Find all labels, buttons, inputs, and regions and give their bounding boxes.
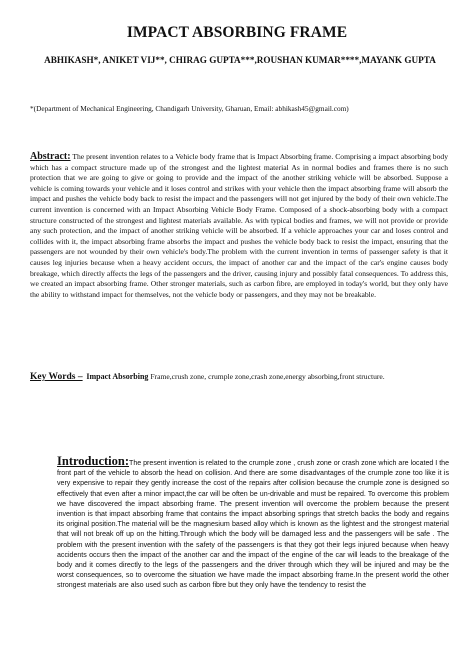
affiliation: *(Department of Mechanical Engineering, Chandigarh University, Gharuan, Email: abhikash45@gmail.com)	[30, 104, 349, 113]
paper-title: IMPACT ABSORBING FRAME	[126, 24, 348, 41]
keywords-section	[30, 372, 448, 383]
keywords-text: Frame,crush zone, crumple zone,crash zone,energy absorbing,front structure.	[150, 372, 385, 381]
introduction-text: The present invention is related to the crumple zone , crush zone or crash zone which are located I the front part of the vehicle to absorb the head on collision. And there are some disadvantages of the crumple zone too like it is very expensive to repair they gently increase the cost of the repairs after collision because the crumple zone is designed so effectively that even after a minor impact,the car will be often be un-drivable and must be repaired. To overcome this problem we have discovered the impact absorbing frame. The present invention will overcome the problem because the present invention is that impact absorbing frame that contains the impact absorbing springs that stretch backs the body and regains its original position.The material will be the magnesium based alloy which is known as the lightest and the strongest material that will not break off up on the hitting.Through which the body will be damaged less and the passengers will be safe . The problem with the present invention with the safety of the passengers is that they got their legs injured because when heavy accidents occurs then the impact of the another car and the impact of the engine of the car will leads to the breakage of the body and it comes directly to the legs of the passengers and the driver through which they will be injured and may be the worst consequences, so to overcome the situation we have made the impact absorbing frame.In the present world the other strongest materials are also used such as carbon fibre but they only have the tendency to resist the	[57, 460, 449, 590]
introduction-section	[57, 456, 449, 592]
keywords-label: Key Words –	[30, 372, 83, 382]
abstract-text: The present invention relates to a Vehicle body frame that is Impact Absorbing frame. Comprising a impact absorbing body which has a compact structure made up of the strongest and the lightest material As in normal bodies and frames there is no such protection that we are going to give or going to provide and the impact of the another striking vehicle will be absorbed. Suppose a vehicle is coming towards your vehicle and it loses control and strikes with your vehicle then the impact absorbing frame will absorb the impact and pushes the vehicle body back to resist the impact and the passengers will not get injured by the body of their own vehicle.The current invention is concerned with an Impact Absorbing Vehicle Body Frame. Composed of a shock-absorbing body with a compact structure constructed of the strongest and lightest materials available. As with typical bodies and frames, we will not provide or provide any such protection, and the impact of another striking vehicle will be absorbed. If a vehicle approaches your car and loses control and collides with it, the impact absorbing frame absorbs the impact and pushes the vehicle body back to resist the impact, ensuring that the passengers are not wounded by their own vehicle's body.The problem with the current invention in terms of passenger safety is that it causes leg injuries because when a heavy accident occurs, the impact of another car and the impact of the car's engine causes body breakage, which directly affects the legs of the passengers and the driver, causing injury and possibly fatal consequences. To address this, we created an impact absorbing frame. Other stronger materials, such as carbon fibre, are employed in today's world, but they only have the ability to withstand impact for themselves, not the vehicle body or passengers, and they may not be breakable.	[30, 152, 448, 299]
abstract-section	[30, 152, 448, 300]
introduction-label: Introduction:	[57, 454, 130, 468]
author-list: ABHIKASH*, ANIKET VIJ**, CHIRAG GUPTA***,ROUSHAN KUMAR****,MAYANK GUPTA	[44, 55, 436, 65]
abstract-label: Abstract:	[30, 151, 71, 162]
keywords-head: Impact Absorbing	[86, 372, 149, 381]
